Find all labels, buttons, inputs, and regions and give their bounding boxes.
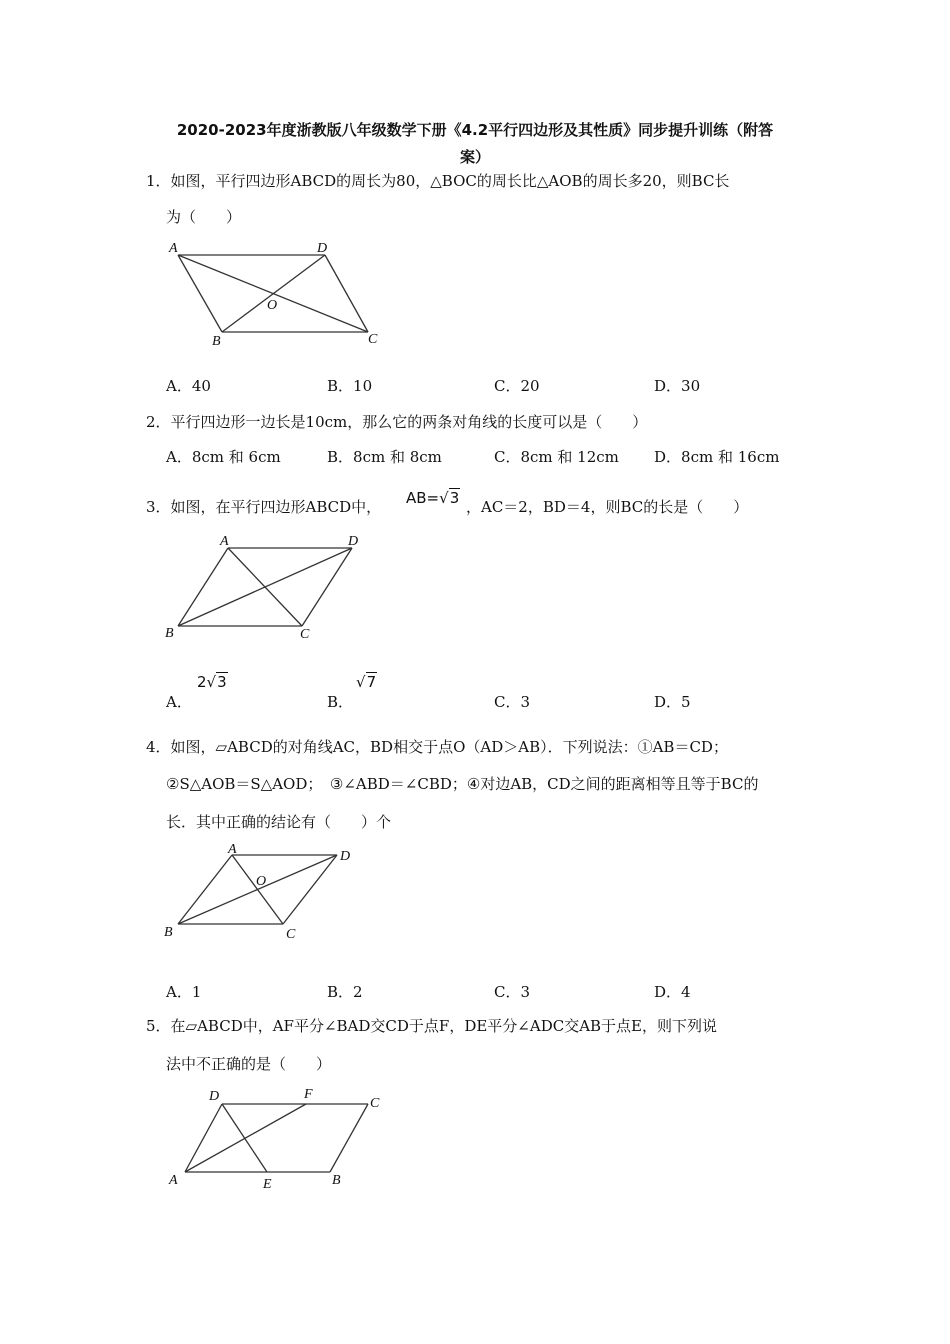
q1-option-d[interactable]: D．30 — [654, 377, 701, 395]
q5-label-c: C — [370, 1096, 380, 1111]
q2-option-b[interactable]: B．8cm 和 8cm — [327, 448, 442, 466]
q3-diagonal-bd — [178, 548, 352, 626]
q4-side-ab — [178, 855, 232, 924]
q4-side-dc — [283, 855, 337, 924]
q3-option-c[interactable]: C．3 — [494, 693, 531, 711]
q1-text-line2: 为（ ） — [166, 208, 242, 226]
q5-label-b: B — [332, 1173, 341, 1188]
q4-option-d[interactable]: D．4 — [654, 983, 691, 1001]
q4-label-d: D — [340, 849, 351, 864]
q3-option-a-value[interactable] — [197, 673, 228, 691]
q3-text-prefix: 3．如图，在平行四边形ABCD中， — [146, 498, 382, 516]
q4-diagonal-bd — [178, 855, 337, 924]
q1-side-dc — [325, 255, 368, 332]
q5-text-line1: 5．在▱ABCD中，AF平分∠BAD交CD于点F，DE平分∠ADC交AB于点E，则下列说 — [146, 1017, 718, 1035]
q3-label-b: B — [165, 626, 174, 641]
q3-text-suffix: ，AC＝2，BD＝4，则BC的长是（ ） — [466, 498, 749, 516]
q3-equation-ab-root3 — [406, 489, 460, 507]
q2-option-a[interactable]: A．8cm 和 6cm — [166, 448, 281, 466]
radical-sign: √ — [439, 489, 449, 507]
q5-bisector-de — [222, 1104, 267, 1172]
q5-label-d: D — [209, 1089, 220, 1104]
document-title-continued: 案） — [459, 148, 490, 166]
q4-text-line1: 4．如图，▱ABCD的对角线AC，BD相交于点O（AD＞AB）．下列说法：①AB＝CD； — [146, 738, 728, 756]
q3-parallelogram-figure — [160, 530, 380, 645]
q3-option-a-coef: 2 — [197, 673, 207, 691]
q1-label-d: D — [317, 241, 328, 256]
q4-label-b: B — [164, 925, 173, 940]
document-title: 2020-2023年度浙教版八年级数学下册《4.2平行四边形及其性质》同步提升训练（附答 — [176, 121, 774, 139]
radical-sign: √ — [206, 673, 217, 691]
q1-option-a[interactable]: A．40 — [166, 377, 211, 395]
q1-text-line1: 1．如图，平行四边形ABCD的周长为80，△BOC的周长比△AOB的周长多20，则BC长 — [146, 172, 730, 190]
q5-text-line2: 法中不正确的是（ ） — [166, 1055, 332, 1073]
q5-label-f: F — [304, 1087, 313, 1102]
q3-option-b-value[interactable] — [356, 673, 377, 691]
q3-equation-radicand: 3 — [449, 489, 460, 507]
q3-option-b-label[interactable]: B． — [327, 693, 354, 711]
q1-label-o: O — [267, 298, 278, 313]
q4-label-c: C — [286, 927, 296, 942]
q4-option-b[interactable]: B．2 — [327, 983, 363, 1001]
q5-side-cb — [330, 1104, 368, 1172]
q1-label-b: B — [212, 334, 221, 349]
q1-option-c[interactable]: C．20 — [494, 377, 540, 395]
q4-option-a[interactable]: A．1 — [166, 983, 202, 1001]
q1-diagonal-bd — [222, 255, 325, 332]
q3-label-c: C — [300, 627, 310, 642]
q5-label-e: E — [263, 1177, 272, 1192]
q3-option-a-radicand: 3 — [217, 673, 227, 691]
q4-label-o: O — [256, 874, 267, 889]
radical-sign: √ — [356, 673, 366, 691]
q3-equation-left: AB= — [406, 489, 440, 507]
q2-option-c[interactable]: C．8cm 和 12cm — [494, 448, 619, 466]
q4-parallelogram-figure — [160, 838, 380, 948]
q1-parallelogram-figure — [160, 235, 400, 350]
q1-label-a: A — [169, 241, 178, 256]
q1-option-b[interactable]: B．10 — [327, 377, 373, 395]
q3-option-a-label[interactable]: A． — [166, 693, 192, 711]
q1-label-c: C — [368, 332, 378, 347]
q1-side-ab — [178, 255, 222, 332]
q4-option-c[interactable]: C．3 — [494, 983, 531, 1001]
q2-option-d[interactable]: D．8cm 和 16cm — [654, 448, 780, 466]
q3-option-d[interactable]: D．5 — [654, 693, 691, 711]
q3-label-d: D — [348, 534, 359, 549]
q4-label-a: A — [228, 842, 237, 857]
q4-text-line2: ②S△AOB＝S△AOD； ③∠ABD＝∠CBD；④对边AB，CD之间的距离相等且等于BC的 — [166, 775, 759, 793]
q5-label-a: A — [169, 1173, 178, 1188]
q3-option-b-radicand: 7 — [366, 673, 377, 691]
q4-text-line3: 长．其中正确的结论有（ ）个 — [166, 813, 392, 831]
q5-parallelogram-figure — [160, 1082, 400, 1194]
q2-text: 2．平行四边形一边长是10cm，那么它的两条对角线的长度可以是（ ） — [146, 413, 648, 431]
q3-label-a: A — [220, 534, 229, 549]
